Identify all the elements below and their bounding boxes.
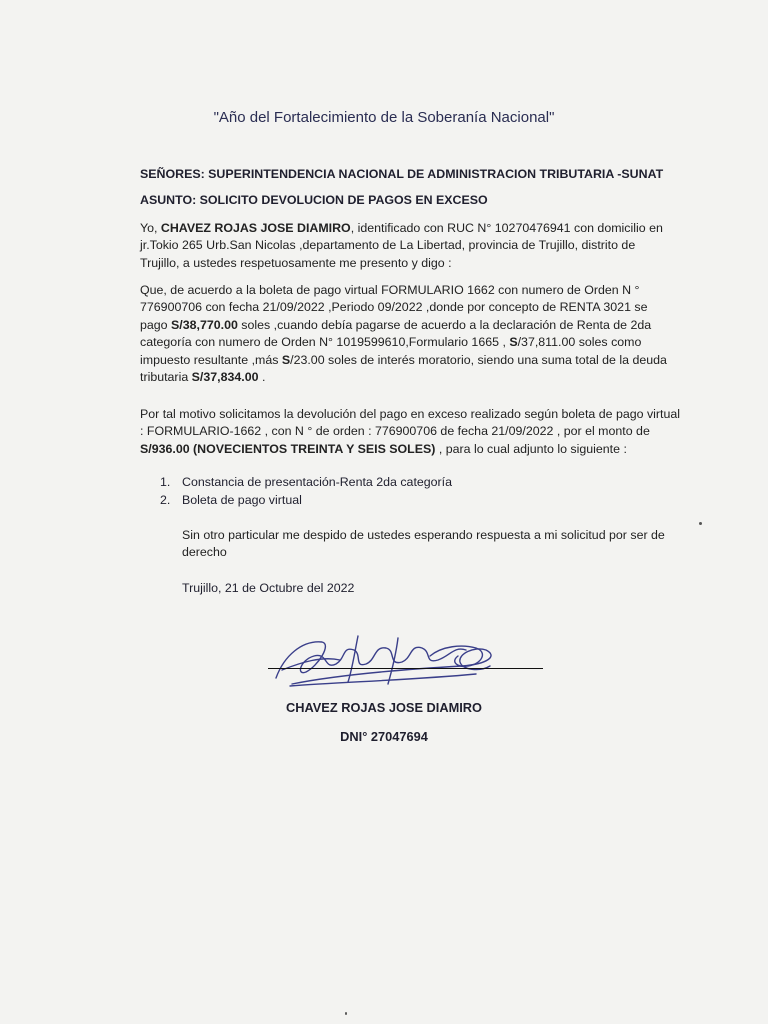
list-item: 2. Boleta de pago virtual (160, 492, 302, 507)
signature-image (262, 626, 512, 692)
intro-paragraph: Yo, CHAVEZ ROJAS JOSE DIAMIRO, identificado con RUC N° 10270476941 con domicilio en jr.Tokio 265 Urb.San Nicolas ,departamento de La Libertad, provincia de Trujillo, distrito de Trujillo, a ustedes respetuosamente me presento y digo : (140, 221, 663, 270)
refund-request-paragraph: Por tal motivo solicitamos la devolución del pago en exceso realizado según boleta de pago virtual : FORMULARIO-1662 , con N ° de orden : 776900706 de fecha 21/09/2022 , por el monto de S/936.00 (NOVECIENTOS TREINTA Y SEIS SOLES) , para lo cual adjunto lo siguiente : (140, 407, 681, 456)
addressee-line: SEÑORES: SUPERINTENDENCIA NACIONAL DE ADMINISTRACION TRIBUTARIA -SUNAT (140, 167, 664, 181)
signer-name: CHAVEZ ROJAS JOSE DIAMIRO (285, 700, 482, 715)
total-debt: S/37,834.00 (191, 370, 259, 385)
requester-name: CHAVEZ ROJAS JOSE DIAMIRO (160, 221, 351, 235)
subject-line: ASUNTO: SOLICITO DEVOLUCION DE PAGOS EN EXCESO (140, 193, 488, 207)
signature-line (268, 668, 543, 669)
amount-paid: S/38,770.00 (171, 317, 238, 332)
motto-heading: "Año del Fortalecimiento de la Soberanía Nacional" (213, 109, 555, 126)
refund-amount: /936.00 (NOVECIENTOS TREINTA Y SEIS SOLES) (148, 441, 436, 456)
list-item: 1. Constancia de presentación-Renta 2da categoría (160, 475, 453, 489)
scan-speck (699, 522, 702, 525)
payment-details-paragraph: Que, de acuerdo a la boleta de pago virtual FORMULARIO 1662 con numero de Orden N ° 776900706 con fecha 21/09/2022 ,Periodo 09/2022 ,donde por concepto de RENTA 3021 se pago S/38,770.00 soles ,cuando debía pagarse de acuerdo a la declaración de Renta de 2da categoría con numero de Orden N° 1019599610,Formulario 1665 , S/37,811.00 soles como impuesto resultante ,más S/23.00 soles de interés moratorio, siendo una suma total de la deuda tributaria S/37,834.00 . (140, 283, 667, 385)
closing-paragraph: Sin otro particular me despido de ustedes esperando respuesta a mi solicitud por ser de derecho (182, 528, 665, 560)
attachments-list (160, 474, 452, 509)
signer-dni: DNI° 27047694 (340, 729, 428, 744)
place-date: Trujillo, 21 de Octubre del 2022 (182, 581, 355, 595)
scan-speck (345, 1012, 347, 1015)
